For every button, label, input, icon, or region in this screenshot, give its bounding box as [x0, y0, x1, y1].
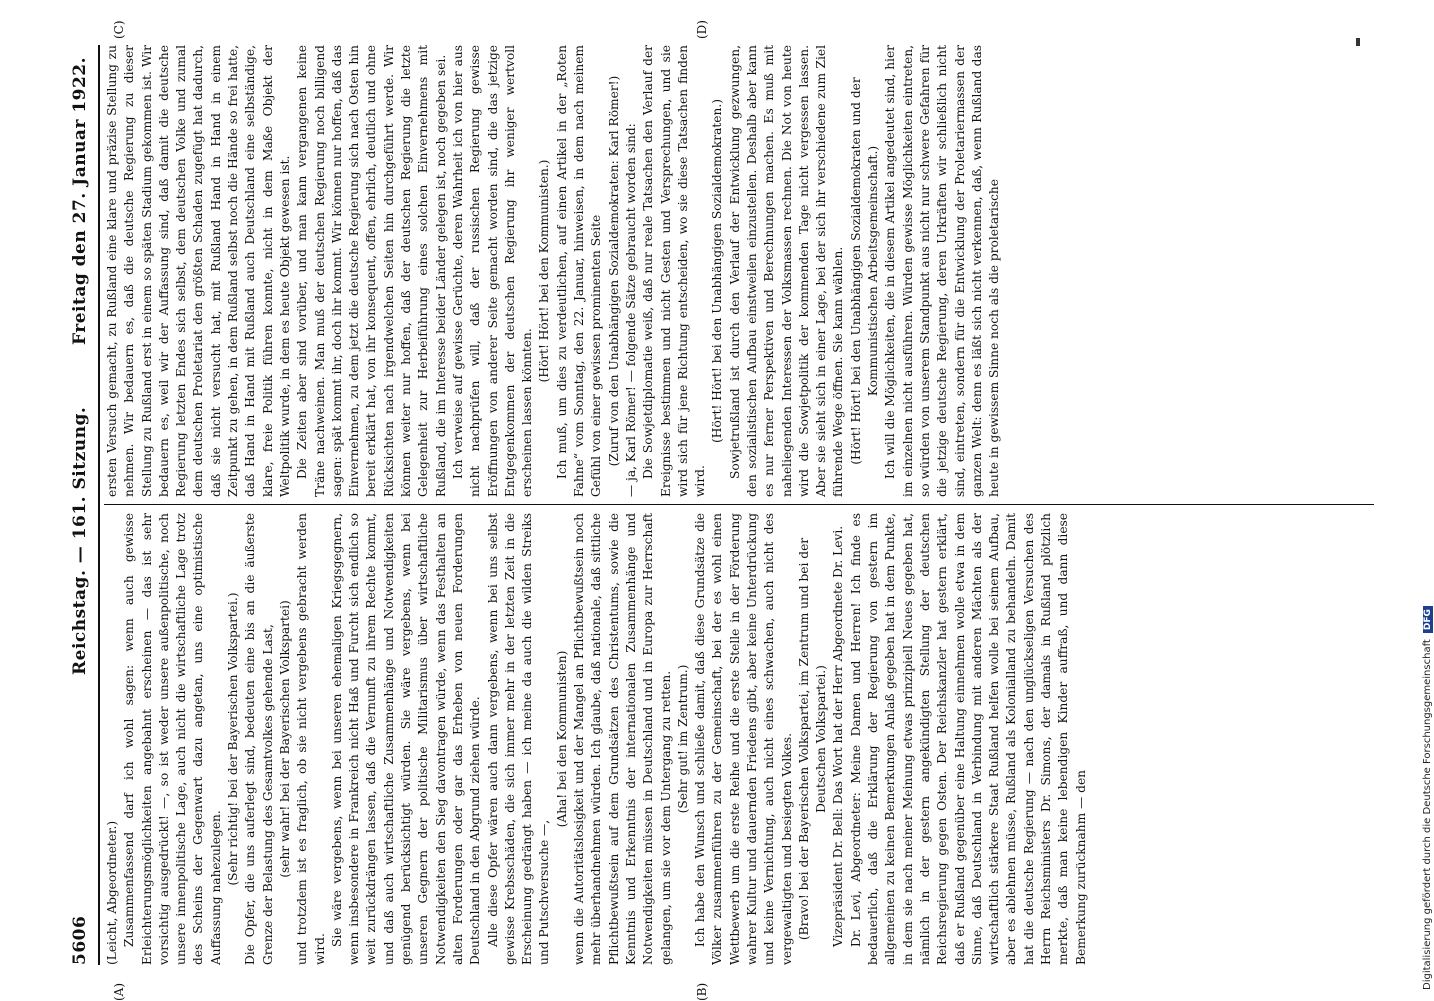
- left-column-paragraph: wenn die Autoritätslosigkeit und der Mangel an Pflichtbewußtsein noch mehr überhandnehmen würden. Ich glaube, daß nationale, daß sittliche Pflichtbewußtsein auf dem Grundsätzen des Christentums, sowie die Kenntnis und Erkenntnis der internationalen Zusammenhänge und Notwendigkeiten müssen in Deutschland und in Europa zur Herrschaft gelangen, um sie vor dem Untergang zu retten.: [572, 513, 673, 965]
- right-column-paragraph: Die Zeiten aber sind vorüber, und man kann vergangenen keine Träne nachweinen. Man muß der deutschen Regierung noch billigend sagen: spät kommt ihr, doch ihr kommt. Wir können nur hoffen, daß das Einvernehmen, zu dem jetzt die deutsche Regierung sich nach Osten hin bereit erklärt hat, von ihr konsequent, offen, ehrlich, deutlich und ohne Rücksichten nach irgendwelchen Seiten hin durchgeführt werde. Wir können weiter nur hoffen, daß der deutschen Regierung die letzte Gelegenheit zur Herbeiführung eines solchen Einvernehmens mit Rußland, die im Interesse beider Länder gelegen ist, noch gegeben sei.: [295, 45, 448, 497]
- session-date: Freitag den 27. Januar 1922.: [70, 56, 90, 345]
- right-column: [104, 45, 1374, 497]
- right-column-paragraph: Ich verweise auf gewisse Gerüchte, deren Wahrheit ich von hier aus nicht nachprüfen will, daß der russischen Regierung gewisse Eröffnungen von anderer Seite gemacht worden sind, die das jetzige Entgegenkommen der deutschen Regierung ihr weniger wertvoll erscheinen lassen könnten.: [450, 45, 535, 497]
- margin-marker-a: (A): [112, 982, 126, 1001]
- rotated-page-content: [40, 20, 1390, 1001]
- right-column-paragraph: — ja, Karl Römer! — folgende Sätze gebraucht worden sind:: [623, 123, 638, 497]
- right-column-paragraph: (Zuruf von den Unabhängigen Sozialdemokraten: Karl Römer!): [606, 75, 621, 467]
- margin-marker-d: (D): [695, 20, 709, 39]
- page-header: [70, 45, 96, 965]
- left-column-paragraph: (Leicht, Abgeordneter.): [105, 820, 119, 965]
- left-column-paragraph: Vizepräsident Dr. Bell: Das Wort hat der Herr Abgeordnete Dr. Levi.: [831, 525, 846, 947]
- dfg-logo: DFG: [1423, 606, 1433, 633]
- right-column-paragraph: Ich muß, um dies zu verdeutlichen, auf einen Artikel in der „Roten Fahne“ vom Sonntag, den 22. Januar, hinweisen, in dem nach meinem Gefühl von einer gewissen prominenten Seite: [554, 45, 604, 497]
- session-title: Reichstag. — 161. Sitzung.: [70, 406, 90, 675]
- right-column-paragraph: ersten Versuch gemacht, zu Rußland eine klare und präzise Stellung zu nehmen. Wir bedauern es, daß die deutsche Regierung zu dieser Stellung zu Rußland erst in einem so späten Stadium gekommen ist. Wir bedauern es, weil wir der Auffassung sind, daß damit die deutsche Regierung letzten Endes sich selbst, dem deutschen Volke und zumal dem deutschen Proletariat den größten Schaden zugefügt hat dadurch, daß sie nicht versucht hat, mit Rußland Hand in Hand in einem Zeitpunkt zu gehen, in dem Rußland selbst noch die Hände so frei hatte, daß Hand in Hand mit Rußland auch Deutschland eine selbständige, klare, freie Politik führen konnte, nicht in dem Maße Objekt der Weltpolitik wurde, in dem es heute Objekt gewesen ist.: [105, 45, 292, 497]
- right-column-paragraph: Ich will die Möglichkeiten, die in diesem Artikel angedeutet sind, hier im einzelnen nicht ausführen. Würden gewisse Möglichkeiten eintreten, so würden von unserem Standpunkt aus nicht nur schwere Gefahren für die jetzige deutsche Regierung, deren Urkräften wir schließlich nicht sind, eintreten, sondern für die Entwicklung der Proletariermassen der ganzen Welt: denn es läßt sich nicht verkennen, daß, wenn Rußland das heute in gewissem Sinne noch als die proletarische: [883, 45, 1002, 497]
- left-column: [104, 513, 1374, 965]
- left-column-paragraph: und trotzdem ist es fraglich, ob sie nicht vergebens gebracht werden wird.: [295, 513, 327, 965]
- left-column-paragraph: (Sehr gut! im Zentrum.): [675, 664, 690, 814]
- right-column-paragraph: (Hört! Hört! bei den Kommunisten.): [537, 159, 552, 383]
- page-number: 5606: [70, 915, 90, 965]
- right-column-paragraph: (Hört! Hört! bei den Unabhängigen Sozialdemokraten und der Kommunistischen Arbeitsgemeinschaft.): [848, 77, 881, 465]
- column-divider: [104, 504, 1374, 505]
- margin-marker-c: (C): [112, 20, 126, 39]
- left-column-paragraph: Sie wäre vergebens, wenn bei unseren ehemaligen Kriegsgegnern, wenn insbesondere in Frankreich nicht Haß und Furcht sich endlich so weit zurückdrängen lassen, daß die Vernunft zu ihrem Rechte kommt, und daß auch wirtschaftliche Zusammenhänge und Notwendigkeiten genügend berücksichtigt würden. Sie wäre vergebens, wenn bei unseren Gegnern der politische Militarismus über wirtschaftliche Notwendigkeiten den Sieg davontragen würde, wenn das Festhalten an alten Forderungen oder gar das Erheben von neuen Forderungen Deutschland in den Abgrund ziehen würde.: [329, 513, 483, 965]
- margin-marker-b: (B): [695, 982, 709, 1001]
- right-column-paragraph: Die Sowjetdiplomatie weiß, daß nur reale Tatsachen den Verlauf der Ereignisse bestimmen und nicht Gesten und Versprechungen, und sie wird sich für jene Richtung entscheiden, wo sie diese Tatsachen finden wird.: [641, 45, 708, 497]
- left-column-paragraph: (sehr wahr! bei der Bayerischen Volkspartei): [277, 600, 292, 878]
- left-column-paragraph: (Bravo! bei der Bayerischen Volkspartei, im Zentrum und bei der Deutschen Volkspartei.): [796, 537, 829, 941]
- left-column-paragraph: (Sehr richtig! bei der Bayerischen Volkspartei.): [226, 592, 241, 886]
- right-column-paragraph: Sowjetrußland ist durch den Verlauf der Entwicklung gezwungen, den sozialistischen Aufbau einstweilen einzustellen. Deshalb aber kann es nur ferner Perspektiven und Berechnungen machen. Es muß mit naheliegenden Interessen der Volksmassen rechnen. Die Not von heute wird die Sowjetpolitik der kommenden Tage nicht vergessen lassen. Aber sie sieht sich in einer Lage, bei der sich ihr verschiedene zum Ziel führende Wege öffnen. Sie kann wählen.: [727, 45, 846, 497]
- left-column-paragraph: Ich habe den Wunsch und schließe damit, daß diese Grundsätze die Völker zusammenführen zu der Gemeinschaft, bei der es wohl einen Wettbewerb um die erste Reihe und die erste Stelle in der Förderung wahrer Kultur und dauernden Friedens gibt, aber keine Unterdrückung und keine Vernichtung, auch nicht eines schwachen, auch nicht des vergewaltigten und besiegten Volkes.: [693, 513, 794, 965]
- header-rule: [98, 45, 100, 965]
- credit-text: Digitalisierung gefördert durch die Deutsche Forschungsgemeinschaft: [1422, 639, 1433, 990]
- digitization-credit: [1422, 606, 1433, 990]
- left-column-paragraph: Alle diese Opfer wären auch dann vergebens, wenn bei uns selbst gewisse Krebsschäden, die sich immer mehr in der letzten Zeit in die Erscheinung gedrängt haben — ich meine da auch die wilden Streiks und Putschversuche —,: [485, 513, 552, 965]
- right-column-paragraph: (Hört! Hört! bei den Unabhängigen Sozialdemokraten.): [710, 99, 725, 443]
- left-column-paragraph: (Aha! bei den Kommunisten): [554, 650, 569, 828]
- left-column-paragraph: Dr. Levi, Abgeordneter: Meine Damen und Herren! Ich finde es bedauerlich, daß die Erklärung der Regierung von gestern im allgemeinen zu keinen Bemerkungen Anlaß gegeben hat in dem Punkte, in dem sie nach meiner Meinung etwas prinzipiell Neues gegeben hat, nämlich in der gestern angekündigten Stellung der deutschen Reichsregierung gegen Osten. Der Reichskanzler hat gestern erklärt, daß er Rußland gegenüber eine Haltung einnehmen wolle etwa in dem Sinne, daß Deutschland in Verbindung mit anderen Mächten als der wirtschaftlich stärkere Staat Rußland helfen wolle bei seinem Aufbau, aber es ablehnen müsse, Rußland als Kolonialland zu behandeln. Damit hat die deutsche Regierung — nach den unglückseligen Versuchen des Herrn Reichsministers Dr. Simons, der damals in Rußland plötzlich merkte, daß man keine lebendigen Kinder auffraß, und dann diese Bemerkung zurücknahm — den: [848, 513, 1088, 965]
- left-column-paragraph: Die Opfer, die uns auferlegt sind, bedeuten eine bis an die äußerste Grenze der Belastung des Gesamtvolkes gehende Last,: [243, 513, 275, 965]
- left-column-paragraph: Zusammenfassend darf ich wohl sagen: wenn auch gewisse Erleichterungsmöglichkeiten angebahnt erscheinen — das ist sehr vorsichtig ausgedrückt! —, so ist weder unsere außenpolitische, noch unsere innenpolitische Lage, auch nicht die wirtschaftliche Lage trotz des Scheins der Gegenwart dazu angetan, uns eine optimistische Auffassung nahezulegen.: [122, 513, 223, 965]
